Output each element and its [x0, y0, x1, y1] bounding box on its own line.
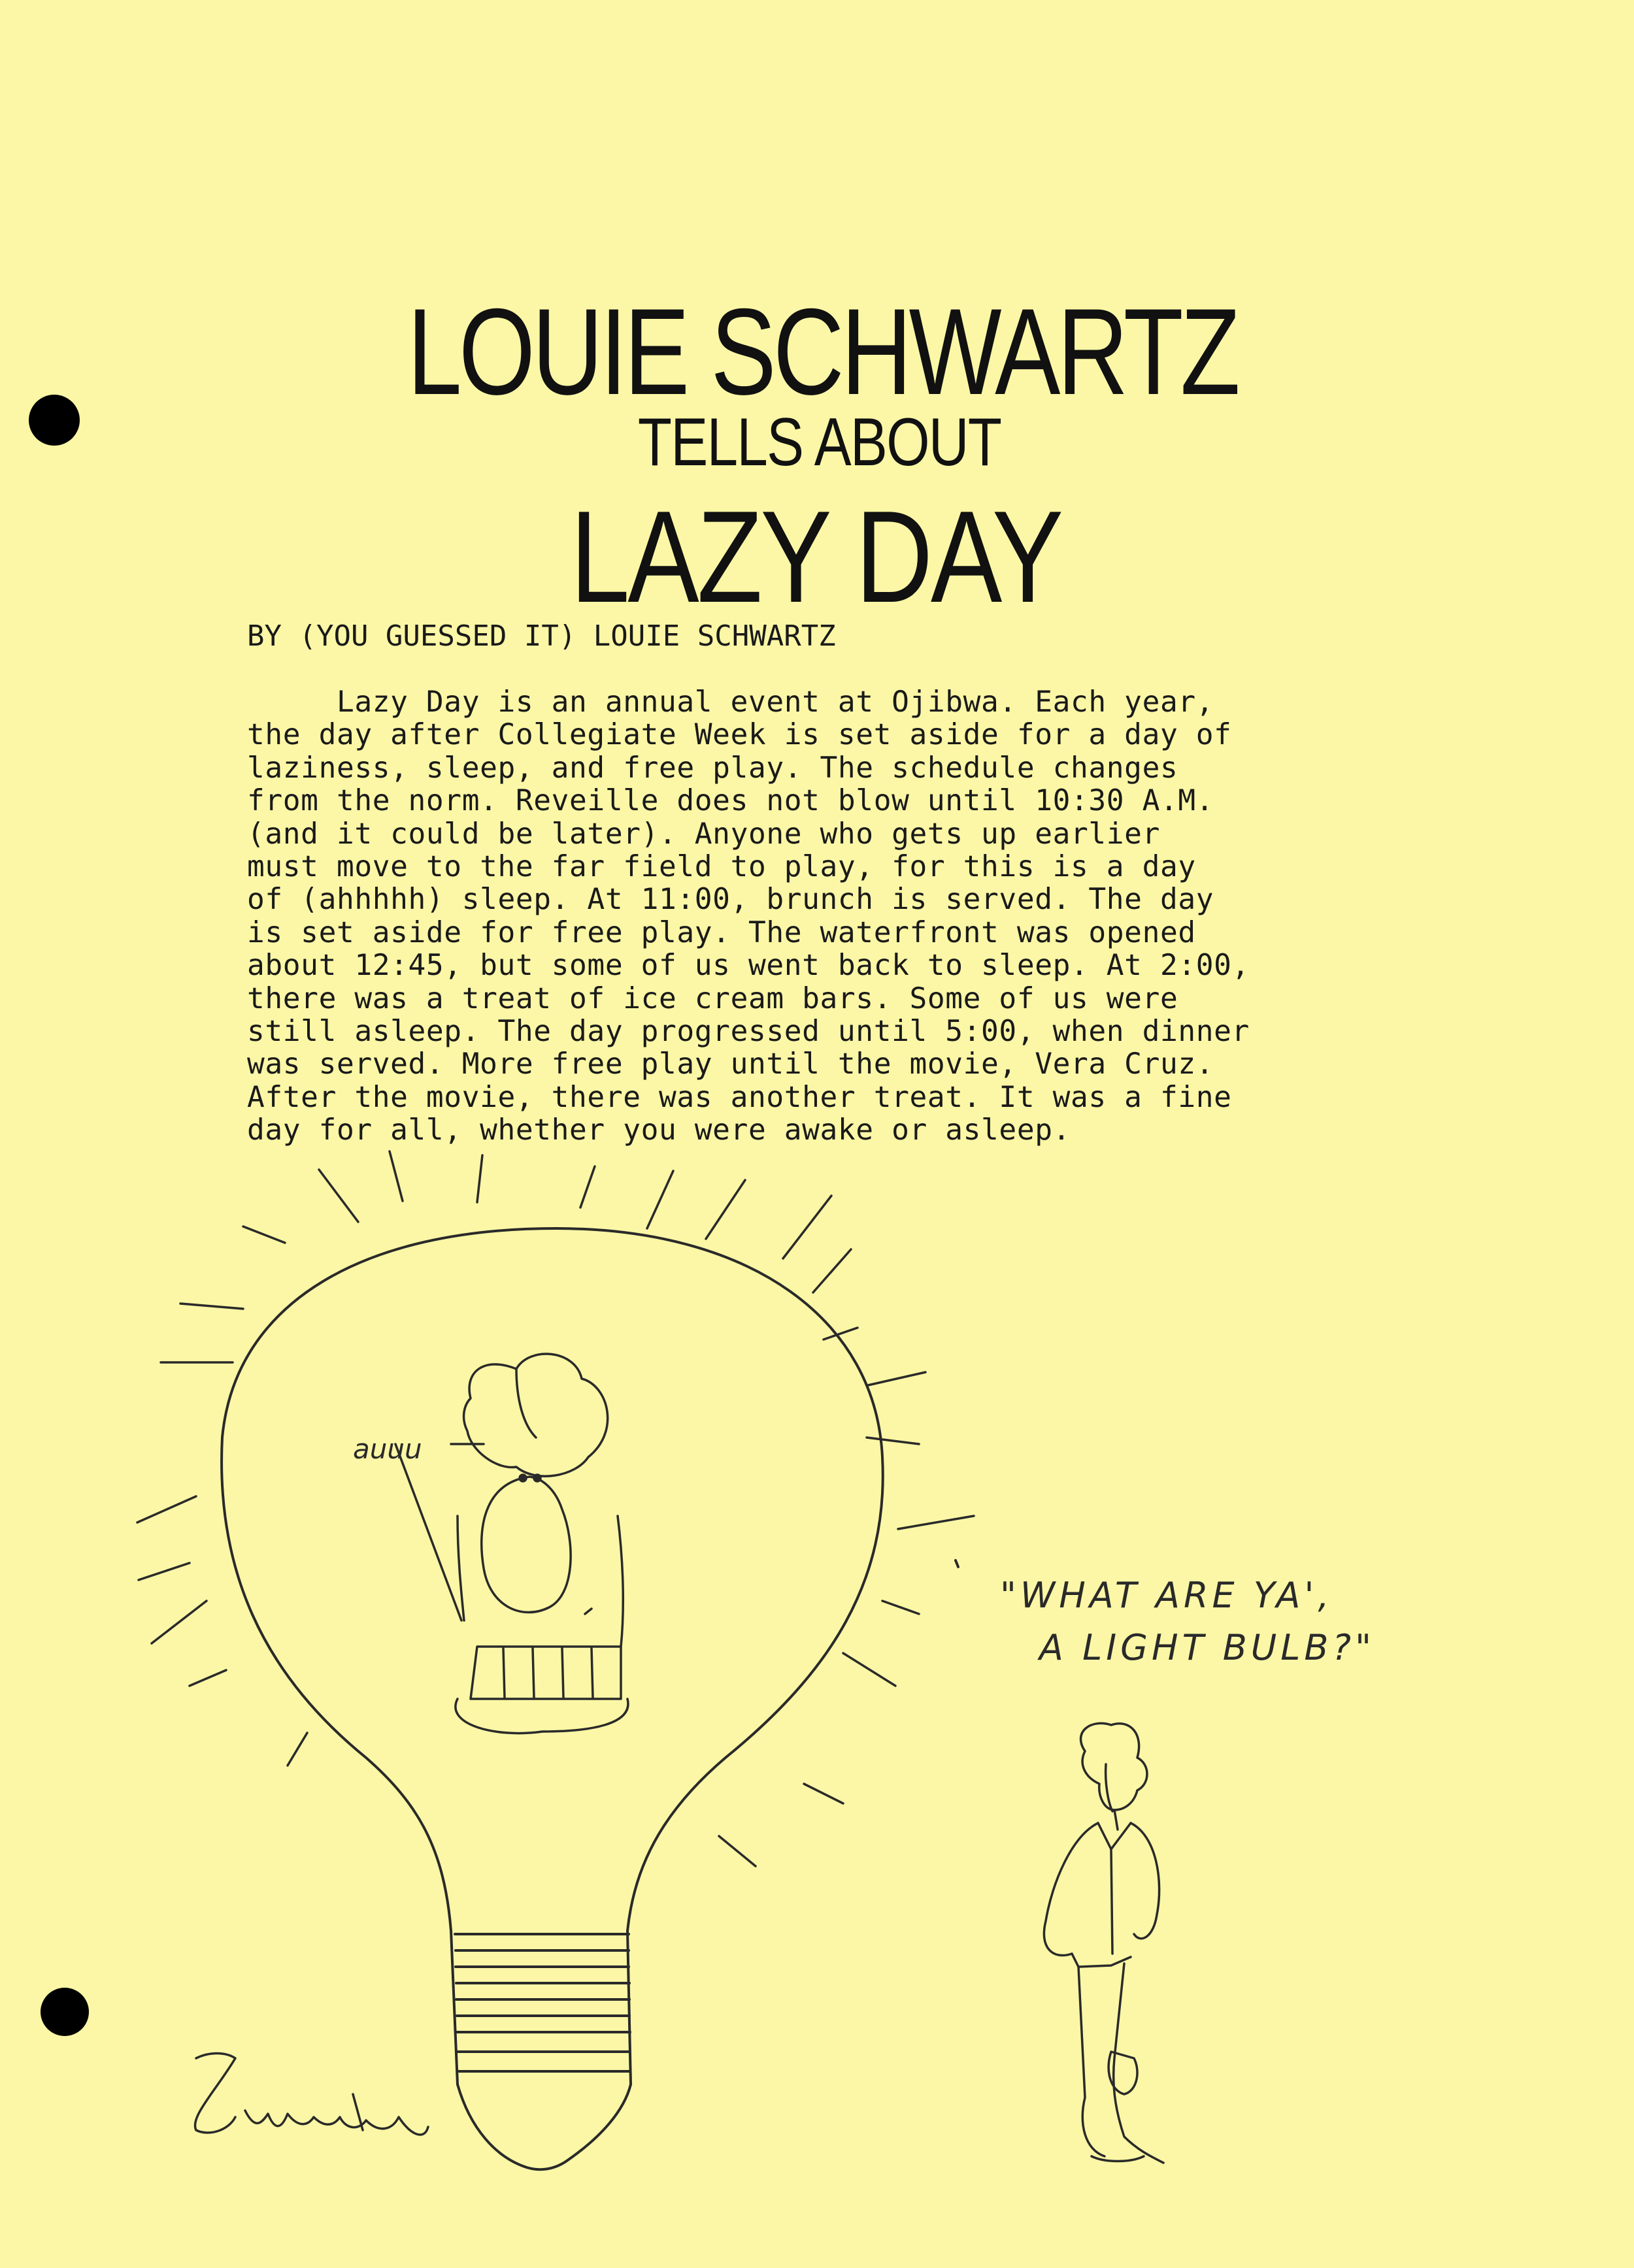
article-line: After the movie, there was another treat. It was a fine	[247, 1080, 1232, 1114]
article-line: about 12:45, but some of us went back to sleep. At 2:00,	[247, 949, 1250, 983]
speech-line-1: "WHAT ARE YA',	[1000, 1575, 1333, 1616]
snore-text: auuu	[353, 1433, 422, 1465]
article-line: day for all, whether you were awake or asleep.	[247, 1113, 1071, 1147]
article-line: the day after Collegiate Week is set aside for a day of	[247, 718, 1232, 752]
lightbulb-outline	[222, 1228, 883, 1931]
artist-signature	[195, 2054, 428, 2135]
article-line: of (ahhhhh) sleep. At 11:00, brunch is served. The day	[247, 883, 1214, 917]
article-line: Lazy Day is an annual event at Ojibwa. Each year,	[247, 685, 1214, 719]
lightbulb-base	[451, 1931, 631, 2169]
sleeping-face-drawing	[395, 1354, 628, 1734]
standing-man-drawing	[1044, 1723, 1163, 2163]
title-line-3: LAZY DAY	[570, 484, 1061, 630]
title-line-1: LOUIE SCHWARTZ	[407, 283, 1237, 420]
article-line: from the norm. Reveille does not blow until 10:30 A.M.	[247, 784, 1214, 818]
article-line: laziness, sleep, and free play. The schedule changes	[247, 751, 1178, 785]
byline: BY (YOU GUESSED IT) LOUIE SCHWARTZ	[247, 619, 836, 653]
light-rays	[137, 1151, 974, 1866]
article-line: is set aside for free play. The waterfront was opened	[247, 915, 1196, 949]
article-line: there was a treat of ice cream bars. Some of us were	[247, 981, 1178, 1015]
title-line-2: TELLS ABOUT	[637, 404, 1001, 480]
speech-line-2: A LIGHT BULB?"	[1039, 1627, 1375, 1668]
article-line: must move to the far field to play, for this is a day	[247, 850, 1196, 884]
article-line: was served. More free play until the movie, Vera Cruz.	[247, 1047, 1214, 1081]
speech-tick-mark	[956, 1560, 958, 1567]
article-line: still asleep. The day progressed until 5:00, when dinner	[247, 1015, 1250, 1049]
article-line: (and it could be later). Anyone who gets up earlier	[247, 817, 1160, 851]
